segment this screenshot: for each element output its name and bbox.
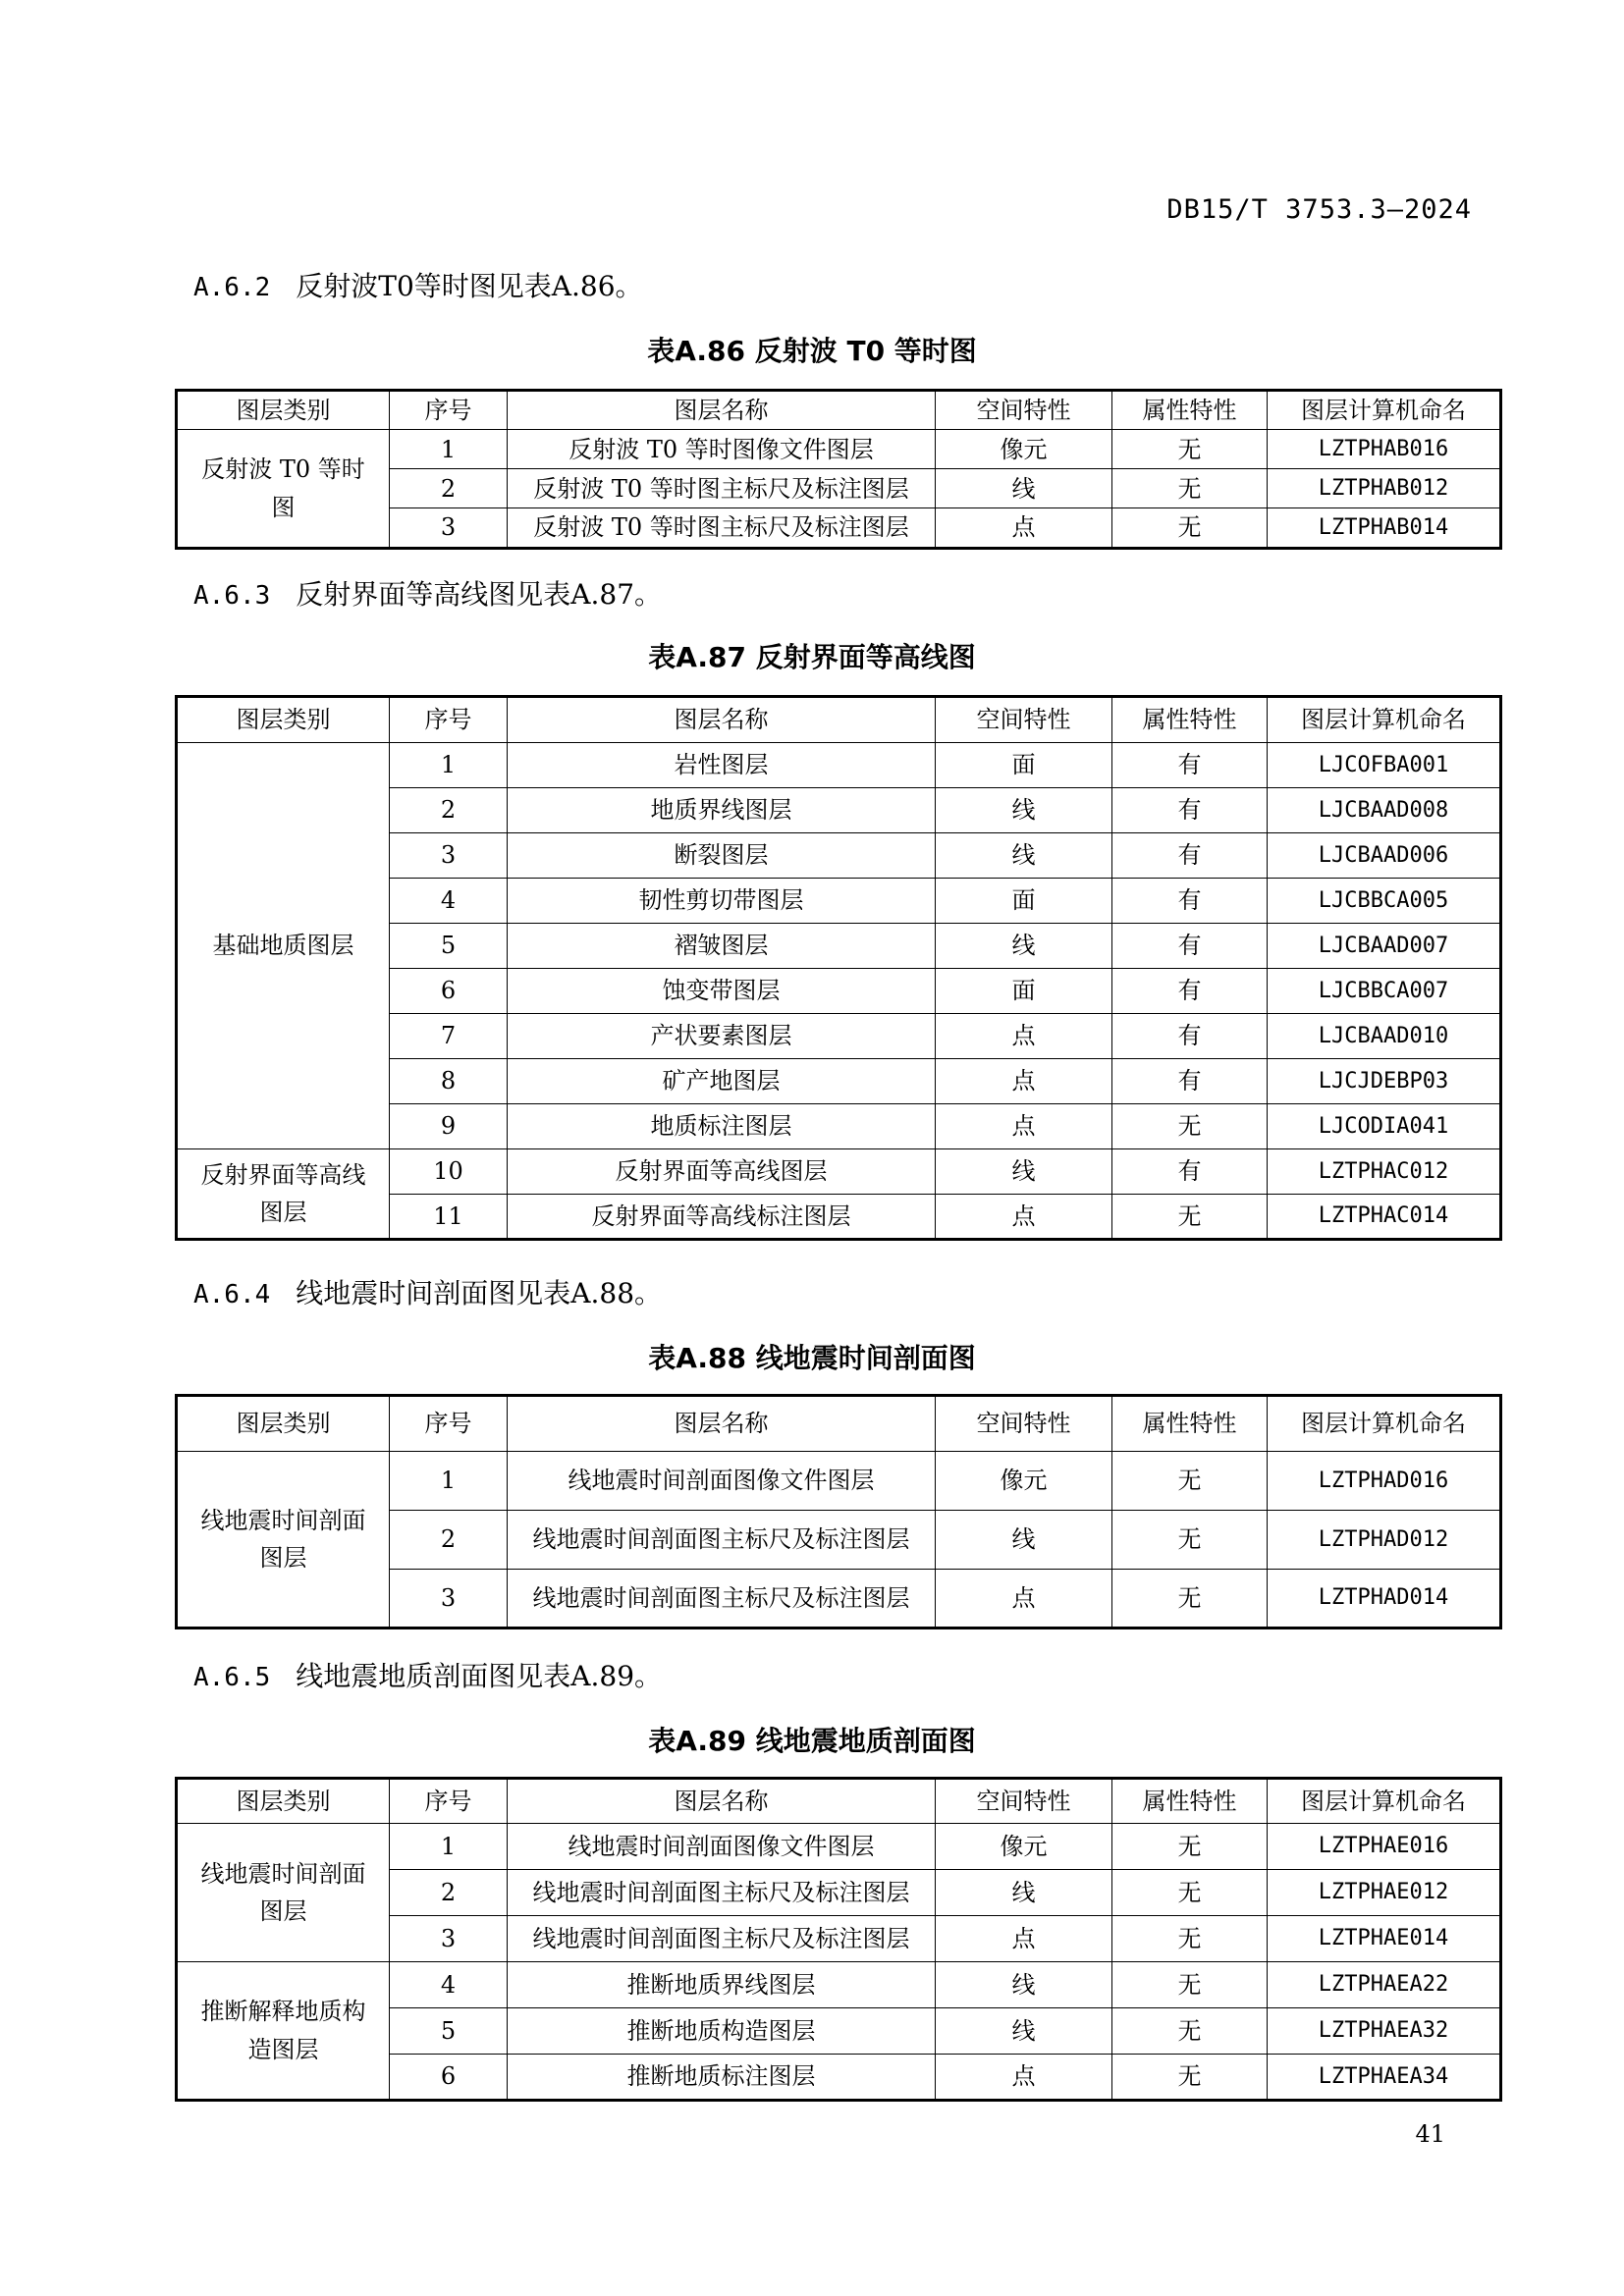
layer-code: LJCBBCA007 — [1268, 969, 1501, 1014]
layer-category: 基础地质图层 — [177, 743, 390, 1149]
spatial-type: 线 — [936, 1149, 1112, 1195]
layer-name: 反射界面等高线标注图层 — [508, 1195, 936, 1240]
row-index: 3 — [390, 833, 508, 879]
layer-name: 褶皱图层 — [508, 924, 936, 969]
layer-name: 推断地质标注图层 — [508, 2055, 936, 2101]
row-index: 9 — [390, 1104, 508, 1149]
attribute-flag: 有 — [1112, 1149, 1268, 1195]
clause-number: A.6.5 — [193, 1663, 271, 1692]
layer-code: LZTPHAE014 — [1268, 1916, 1501, 1962]
clause-a65 — [193, 1655, 662, 1694]
layer-code: LZTPHAB016 — [1268, 430, 1501, 469]
spatial-type: 线 — [936, 788, 1112, 833]
attribute-flag: 有 — [1112, 879, 1268, 924]
layer-name: 线地震时间剖面图主标尺及标注图层 — [508, 1511, 936, 1570]
layer-name: 矿产地图层 — [508, 1059, 936, 1104]
layer-name: 线地震时间剖面图主标尺及标注图层 — [508, 1570, 936, 1629]
attribute-flag: 无 — [1112, 508, 1268, 548]
table-title: 表A.89 线地震地质剖面图 — [648, 1725, 976, 1757]
row-index: 1 — [390, 1452, 508, 1511]
spatial-type: 点 — [936, 508, 1112, 548]
column-header: 属性特性 — [1112, 1396, 1268, 1452]
row-index: 11 — [390, 1195, 508, 1240]
row-index: 1 — [390, 430, 508, 469]
column-header: 图层计算机命名 — [1268, 391, 1501, 430]
attribute-flag: 无 — [1112, 1916, 1268, 1962]
layer-name: 线地震时间剖面图主标尺及标注图层 — [508, 1916, 936, 1962]
attribute-flag: 无 — [1112, 1870, 1268, 1916]
column-header: 序号 — [390, 1779, 508, 1824]
spatial-type: 线 — [936, 2008, 1112, 2055]
row-index: 2 — [390, 1870, 508, 1916]
column-header: 空间特性 — [936, 1396, 1112, 1452]
attribute-flag: 有 — [1112, 1014, 1268, 1059]
column-header: 图层类别 — [177, 1779, 390, 1824]
row-index: 2 — [390, 788, 508, 833]
layer-name: 反射波 T0 等时图主标尺及标注图层 — [508, 469, 936, 508]
attribute-flag: 有 — [1112, 833, 1268, 879]
layer-name: 推断地质构造图层 — [508, 2008, 936, 2055]
row-index: 3 — [390, 508, 508, 548]
column-header: 序号 — [390, 1396, 508, 1452]
row-index: 2 — [390, 469, 508, 508]
spatial-type: 像元 — [936, 430, 1112, 469]
table-row — [177, 1149, 1501, 1195]
row-index: 6 — [390, 2055, 508, 2101]
layer-code: LZTPHAE012 — [1268, 1870, 1501, 1916]
row-index: 4 — [390, 879, 508, 924]
column-header: 图层计算机命名 — [1268, 697, 1501, 743]
layer-code: LJCBAAD007 — [1268, 924, 1501, 969]
layer-code: LJCODIA041 — [1268, 1104, 1501, 1149]
layer-table — [175, 389, 1502, 550]
layer-code: LZTPHAB014 — [1268, 508, 1501, 548]
column-header: 图层计算机命名 — [1268, 1396, 1501, 1452]
layer-code: LJCBAAD008 — [1268, 788, 1501, 833]
column-header: 图层名称 — [508, 697, 936, 743]
layer-code: LZTPHAEA32 — [1268, 2008, 1501, 2055]
layer-code: LZTPHAEA22 — [1268, 1962, 1501, 2008]
row-index: 7 — [390, 1014, 508, 1059]
spatial-type: 点 — [936, 1195, 1112, 1240]
layer-code: LZTPHAEA34 — [1268, 2055, 1501, 2101]
layer-name: 反射界面等高线图层 — [508, 1149, 936, 1195]
spatial-type: 像元 — [936, 1824, 1112, 1870]
spatial-type: 线 — [936, 924, 1112, 969]
column-header: 图层类别 — [177, 391, 390, 430]
table-row — [177, 430, 1501, 469]
clause-number: A.6.4 — [193, 1280, 271, 1309]
table-header-row — [177, 697, 1501, 743]
spatial-type: 线 — [936, 469, 1112, 508]
table-title: 表A.86 反射波 T0 等时图 — [647, 335, 977, 367]
spatial-type: 点 — [936, 1570, 1112, 1629]
column-header: 图层计算机命名 — [1268, 1779, 1501, 1824]
layer-name: 线地震时间剖面图主标尺及标注图层 — [508, 1870, 936, 1916]
clause-a63 — [193, 573, 662, 613]
layer-code: LJCOFBA001 — [1268, 743, 1501, 788]
spatial-type: 线 — [936, 833, 1112, 879]
layer-code: LJCBBCA005 — [1268, 879, 1501, 924]
attribute-flag: 有 — [1112, 788, 1268, 833]
attribute-flag: 无 — [1112, 1104, 1268, 1149]
spatial-type: 线 — [936, 1962, 1112, 2008]
layer-table — [175, 1777, 1502, 2102]
attribute-flag: 有 — [1112, 924, 1268, 969]
column-header: 图层名称 — [508, 1779, 936, 1824]
layer-name: 断裂图层 — [508, 833, 936, 879]
row-index: 5 — [390, 2008, 508, 2055]
row-index: 6 — [390, 969, 508, 1014]
column-header: 图层类别 — [177, 1396, 390, 1452]
clause-a62 — [193, 265, 643, 304]
clause-number: A.6.2 — [193, 273, 271, 302]
clause-number: A.6.3 — [193, 581, 271, 611]
spatial-type: 点 — [936, 1104, 1112, 1149]
layer-category: 推断解释地质构造图层 — [177, 1962, 390, 2101]
attribute-flag: 无 — [1112, 1452, 1268, 1511]
layer-name: 线地震时间剖面图像文件图层 — [508, 1824, 936, 1870]
row-index: 8 — [390, 1059, 508, 1104]
table-header-row — [177, 1779, 1501, 1824]
row-index: 1 — [390, 1824, 508, 1870]
table-header-row — [177, 1396, 1501, 1452]
layer-name: 岩性图层 — [508, 743, 936, 788]
layer-code: LZTPHAD012 — [1268, 1511, 1501, 1570]
row-index: 3 — [390, 1570, 508, 1629]
layer-category: 线地震时间剖面图层 — [177, 1452, 390, 1629]
attribute-flag: 有 — [1112, 1059, 1268, 1104]
table-title: 表A.88 线地震时间剖面图 — [648, 1342, 976, 1374]
spatial-type: 像元 — [936, 1452, 1112, 1511]
row-index: 1 — [390, 743, 508, 788]
layer-code: LJCBAAD006 — [1268, 833, 1501, 879]
page-number: 41 — [1415, 2120, 1445, 2148]
attribute-flag: 无 — [1112, 1962, 1268, 2008]
column-header: 图层类别 — [177, 697, 390, 743]
spatial-type: 点 — [936, 1014, 1112, 1059]
layer-name: 地质界线图层 — [508, 788, 936, 833]
layer-table — [175, 1394, 1502, 1629]
column-header: 属性特性 — [1112, 391, 1268, 430]
layer-name: 韧性剪切带图层 — [508, 879, 936, 924]
clause-text: 线地震地质剖面图见表A.89。 — [296, 1660, 663, 1692]
table-row — [177, 1824, 1501, 1870]
layer-code: LZTPHAD014 — [1268, 1570, 1501, 1629]
layer-category: 反射波 T0 等时图 — [177, 430, 390, 548]
layer-code: LZTPHAE016 — [1268, 1824, 1501, 1870]
spatial-type: 面 — [936, 879, 1112, 924]
layer-name: 地质标注图层 — [508, 1104, 936, 1149]
table-row — [177, 743, 1501, 788]
row-index: 3 — [390, 1916, 508, 1962]
layer-name: 反射波 T0 等时图主标尺及标注图层 — [508, 508, 936, 548]
attribute-flag: 无 — [1112, 2055, 1268, 2101]
layer-code: LZTPHAB012 — [1268, 469, 1501, 508]
column-header: 属性特性 — [1112, 697, 1268, 743]
attribute-flag: 无 — [1112, 2008, 1268, 2055]
layer-name: 产状要素图层 — [508, 1014, 936, 1059]
spatial-type: 面 — [936, 743, 1112, 788]
column-header: 图层名称 — [508, 391, 936, 430]
layer-name: 线地震时间剖面图像文件图层 — [508, 1452, 936, 1511]
attribute-flag: 无 — [1112, 1824, 1268, 1870]
clause-text: 反射界面等高线图见表A.87。 — [296, 578, 663, 611]
row-index: 4 — [390, 1962, 508, 2008]
layer-table — [175, 695, 1502, 1241]
layer-code: LJCJDEBP03 — [1268, 1059, 1501, 1104]
layer-name: 推断地质界线图层 — [508, 1962, 936, 2008]
row-index: 10 — [390, 1149, 508, 1195]
column-header: 空间特性 — [936, 391, 1112, 430]
table-row — [177, 1452, 1501, 1511]
spatial-type: 线 — [936, 1511, 1112, 1570]
table-header-row — [177, 391, 1501, 430]
spatial-type: 线 — [936, 1870, 1112, 1916]
spatial-type: 点 — [936, 1059, 1112, 1104]
column-header: 图层名称 — [508, 1396, 936, 1452]
attribute-flag: 无 — [1112, 430, 1268, 469]
attribute-flag: 有 — [1112, 969, 1268, 1014]
attribute-flag: 无 — [1112, 469, 1268, 508]
layer-code: LZTPHAD016 — [1268, 1452, 1501, 1511]
table-row — [177, 1962, 1501, 2008]
column-header: 空间特性 — [936, 1779, 1112, 1824]
attribute-flag: 无 — [1112, 1195, 1268, 1240]
layer-code: LJCBAAD010 — [1268, 1014, 1501, 1059]
attribute-flag: 无 — [1112, 1511, 1268, 1570]
layer-name: 蚀变带图层 — [508, 969, 936, 1014]
spatial-type: 点 — [936, 2055, 1112, 2101]
table-title: 表A.87 反射界面等高线图 — [648, 641, 976, 673]
spatial-type: 面 — [936, 969, 1112, 1014]
column-header: 序号 — [390, 697, 508, 743]
standard-id: DB15/T 3753.3—2024 — [1166, 194, 1472, 225]
attribute-flag: 有 — [1112, 743, 1268, 788]
layer-name: 反射波 T0 等时图像文件图层 — [508, 430, 936, 469]
layer-code: LZTPHAC014 — [1268, 1195, 1501, 1240]
column-header: 属性特性 — [1112, 1779, 1268, 1824]
clause-text: 反射波T0等时图见表A.86。 — [296, 270, 643, 302]
clause-a64 — [193, 1272, 662, 1311]
row-index: 2 — [390, 1511, 508, 1570]
layer-code: LZTPHAC012 — [1268, 1149, 1501, 1195]
attribute-flag: 无 — [1112, 1570, 1268, 1629]
column-header: 序号 — [390, 391, 508, 430]
spatial-type: 点 — [936, 1916, 1112, 1962]
layer-category: 反射界面等高线图层 — [177, 1149, 390, 1240]
layer-category: 线地震时间剖面图层 — [177, 1824, 390, 1962]
column-header: 空间特性 — [936, 697, 1112, 743]
clause-text: 线地震时间剖面图见表A.88。 — [296, 1277, 663, 1309]
row-index: 5 — [390, 924, 508, 969]
